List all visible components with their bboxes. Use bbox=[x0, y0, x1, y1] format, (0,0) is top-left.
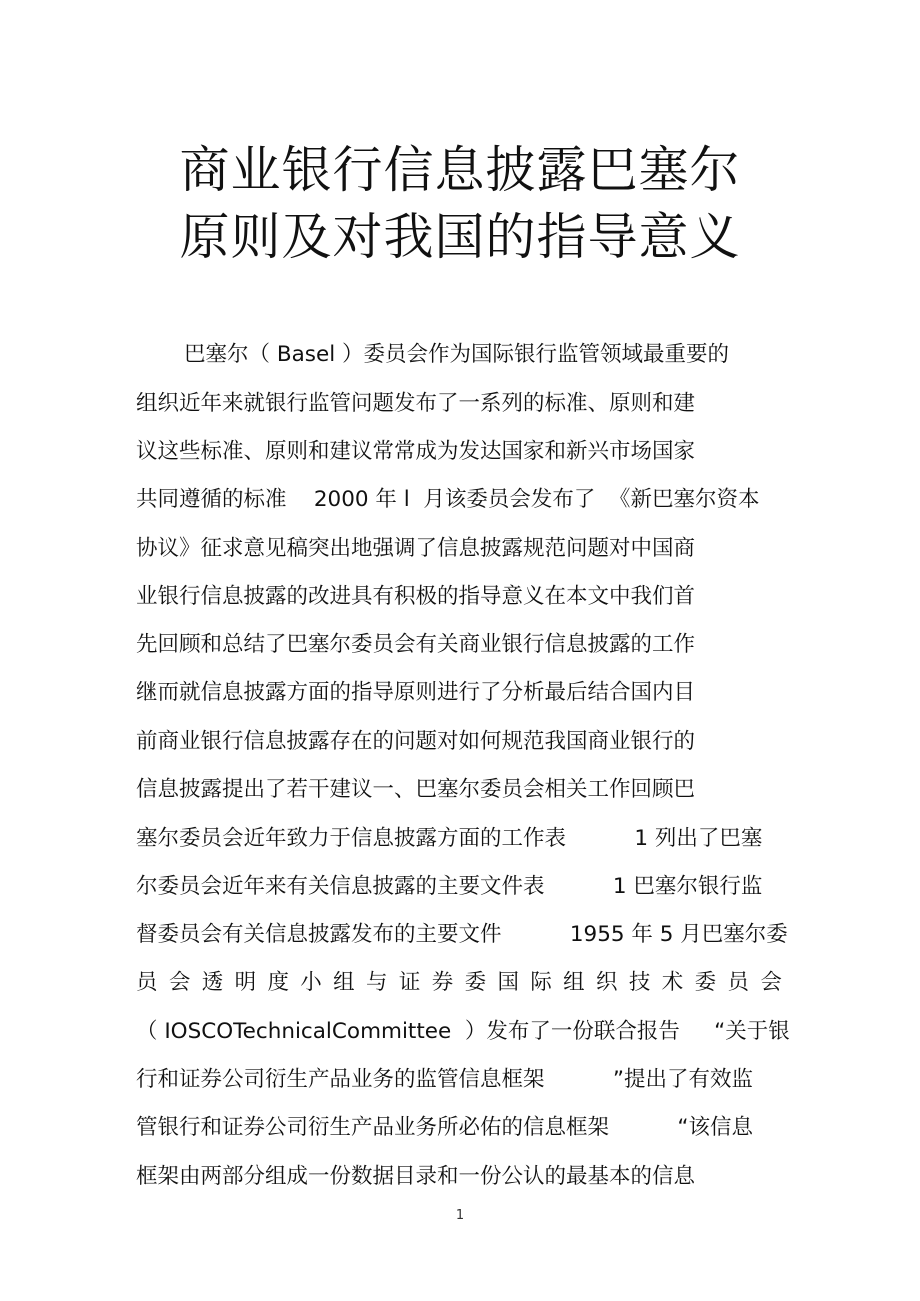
paragraph-line: 议这些标准、原则和建议常常成为发达国家和新兴市场国家 bbox=[136, 439, 696, 464]
paragraph-line: 框架由两部分组成一份数据目录和一份公认的最基本的信息 bbox=[136, 1164, 696, 1189]
justified-char: 小 bbox=[300, 970, 322, 995]
paragraph-line: 业银行信息披露的改进具有积极的指导意义在本文中我们首 bbox=[136, 584, 696, 609]
document-title-line-2: 原则及对我国的指导意义 bbox=[179, 208, 741, 266]
justified-char: 技 bbox=[628, 970, 651, 995]
justified-char: 会 bbox=[760, 970, 782, 995]
paragraph-line: 组织近年来就银行监管问题发布了一系列的标准、原则和建 bbox=[136, 391, 696, 416]
justified-char: 际 bbox=[530, 970, 552, 995]
paragraph-line: 先回顾和总结了巴塞尔委员会有关商业银行信息披露的工作 bbox=[136, 632, 696, 657]
justified-char: 员 bbox=[136, 970, 158, 995]
justified-char: 与 bbox=[366, 970, 388, 995]
paragraph-line: 督委员会有关信息披露发布的主要文件 1955 年 5 月巴塞尔委 bbox=[136, 922, 788, 947]
justified-char: 透 bbox=[201, 970, 224, 995]
justified-char: 证 bbox=[398, 970, 421, 995]
paragraph-line-justified bbox=[136, 968, 782, 998]
document-title-line-1: 商业银行信息披露巴塞尔 bbox=[179, 141, 741, 199]
justified-char: 员 bbox=[727, 970, 749, 995]
justified-char: 国 bbox=[497, 970, 519, 995]
justified-char: 术 bbox=[661, 970, 684, 995]
justified-char: 券 bbox=[431, 970, 454, 995]
paragraph-line: 塞尔委员会近年致力于信息披露方面的工作表 1 列出了巴塞 bbox=[136, 826, 763, 851]
paragraph-line: 管银行和证券公司衍生产品业务所必佑的信息框架 “该信息 bbox=[136, 1115, 753, 1140]
justified-char: 委 bbox=[694, 970, 717, 995]
paragraph-line: 协议》征求意见稿突出地强调了信息披露规范问题对中国商 bbox=[136, 536, 696, 561]
paragraph-line: 共同遵循的标准 2000 年 l 月该委员会发布了 《新巴塞尔资本 bbox=[136, 487, 760, 512]
justified-char: 组 bbox=[563, 970, 585, 995]
paragraph-line: 尔委员会近年来有关信息披露的主要文件表 1 巴塞尔银行监 bbox=[136, 874, 763, 899]
justified-char: 组 bbox=[333, 970, 355, 995]
justified-char: 度 bbox=[267, 970, 289, 995]
justified-char: 织 bbox=[596, 970, 618, 995]
paragraph-line: 信息披露提出了若干建议一、巴塞尔委员会相关工作回顾巴 bbox=[136, 777, 696, 802]
justified-char: 会 bbox=[168, 970, 191, 995]
justified-char: 委 bbox=[464, 970, 487, 995]
page-number: 1 bbox=[455, 1208, 465, 1223]
paragraph-line: （ IOSCOTechnicalCommittee ）发布了一份联合报告 “关于银 bbox=[136, 1019, 790, 1044]
paragraph-line: 继而就信息披露方面的指导原则进行了分析最后结合国内目 bbox=[136, 680, 696, 705]
justified-char: 明 bbox=[234, 970, 257, 995]
paragraph-line: 巴塞尔（ Basel ）委员会作为国际银行监管领域最重要的 bbox=[184, 342, 729, 367]
paragraph-line: 前商业银行信息披露存在的问题对如何规范我国商业银行的 bbox=[136, 729, 696, 754]
paragraph-line: 行和证券公司衍生产品业务的监管信息框架 ”提出了有效监 bbox=[136, 1067, 753, 1092]
